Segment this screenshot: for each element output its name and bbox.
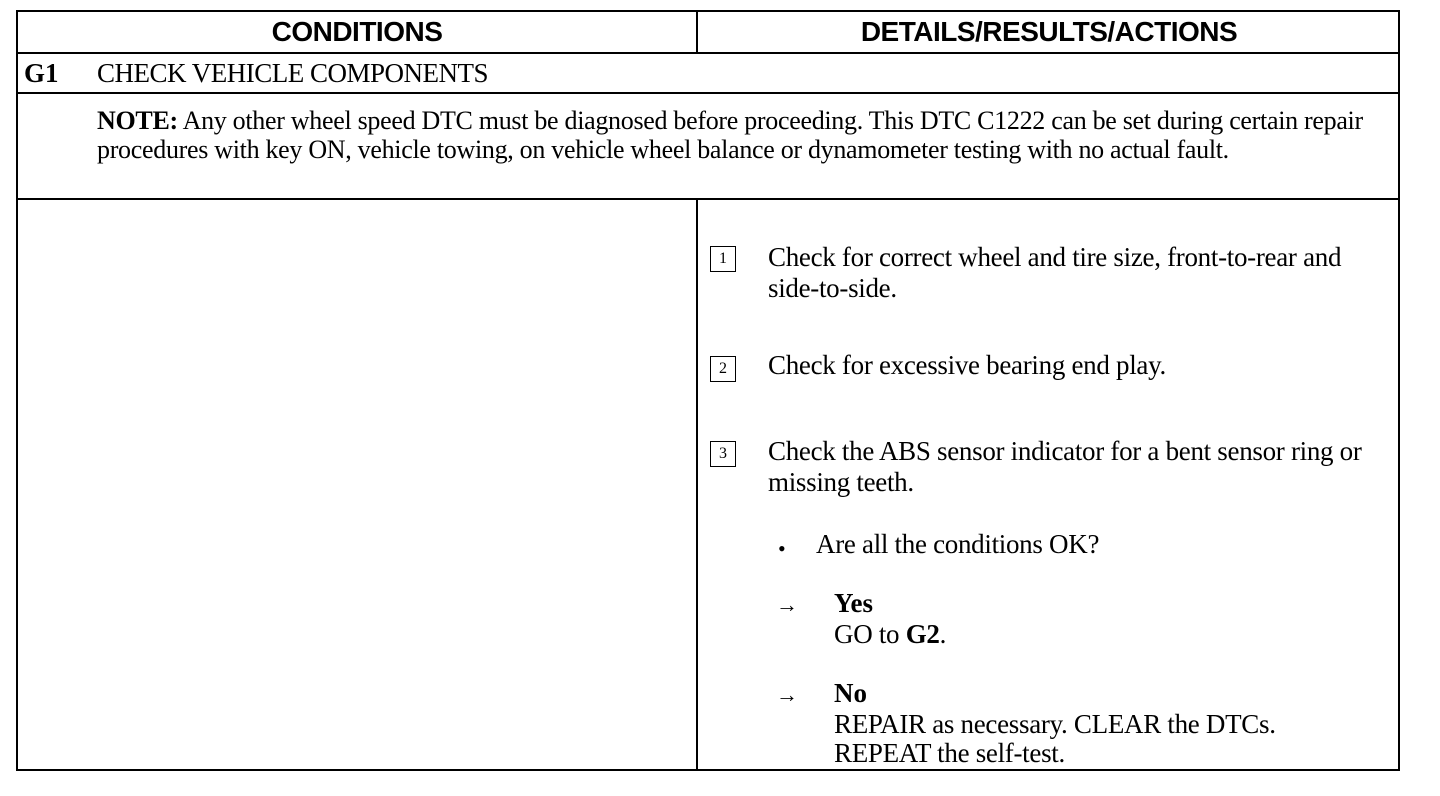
no-action-line-1: REPAIR as necessary. CLEAR the DTCs.	[834, 709, 1276, 739]
yes-label: Yes	[834, 588, 873, 618]
table-header-row	[18, 12, 1398, 54]
yes-action-target: G2	[905, 619, 940, 649]
action-text: Check for excessive bearing end play.	[768, 350, 1166, 380]
action-text: Check the ABS sensor indicator for a bent sensor ring or missing teeth.	[768, 436, 1362, 497]
conditions-cell	[18, 200, 698, 769]
bullet-icon: •	[778, 536, 786, 561]
arrow-right-icon: →	[776, 682, 798, 707]
question-text: Are all the conditions OK?	[816, 529, 1100, 559]
step-number-box: 1	[710, 246, 736, 272]
yes-action-suffix: .	[939, 619, 947, 649]
conditions-header: CONDITIONS	[18, 12, 698, 52]
step-number-box: 2	[710, 356, 736, 382]
step-number-box: 3	[710, 441, 736, 467]
note-body: Any other wheel speed DTC must be diagnosed before proceeding. This DTC C1222 can be set during certain repair procedures with key ON, vehicle towing, on vehicle wheel balance or dynamometer testing with no actual fault.	[97, 106, 1363, 164]
diagnostic-table	[16, 10, 1400, 771]
note-row	[18, 94, 1398, 200]
details-cell	[698, 200, 1400, 769]
yes-action-prefix: GO to	[834, 619, 906, 649]
note-text-block	[97, 106, 1387, 164]
note-label: NOTE:	[97, 106, 178, 135]
yes-action	[834, 620, 1394, 649]
step-row	[18, 54, 1398, 94]
arrow-right-icon: →	[776, 592, 798, 617]
details-results-actions-header: DETAILS/RESULTS/ACTIONS	[860, 16, 1238, 47]
step-title: CHECK VEHICLE COMPONENTS	[97, 58, 489, 88]
no-action-line-2: REPEAT the self-test.	[834, 738, 1065, 768]
action-text: Check for correct wheel and tire size, front-to-rear and side-to-side.	[768, 242, 1342, 303]
no-label: No	[834, 678, 867, 708]
step-id: G1	[24, 58, 59, 88]
